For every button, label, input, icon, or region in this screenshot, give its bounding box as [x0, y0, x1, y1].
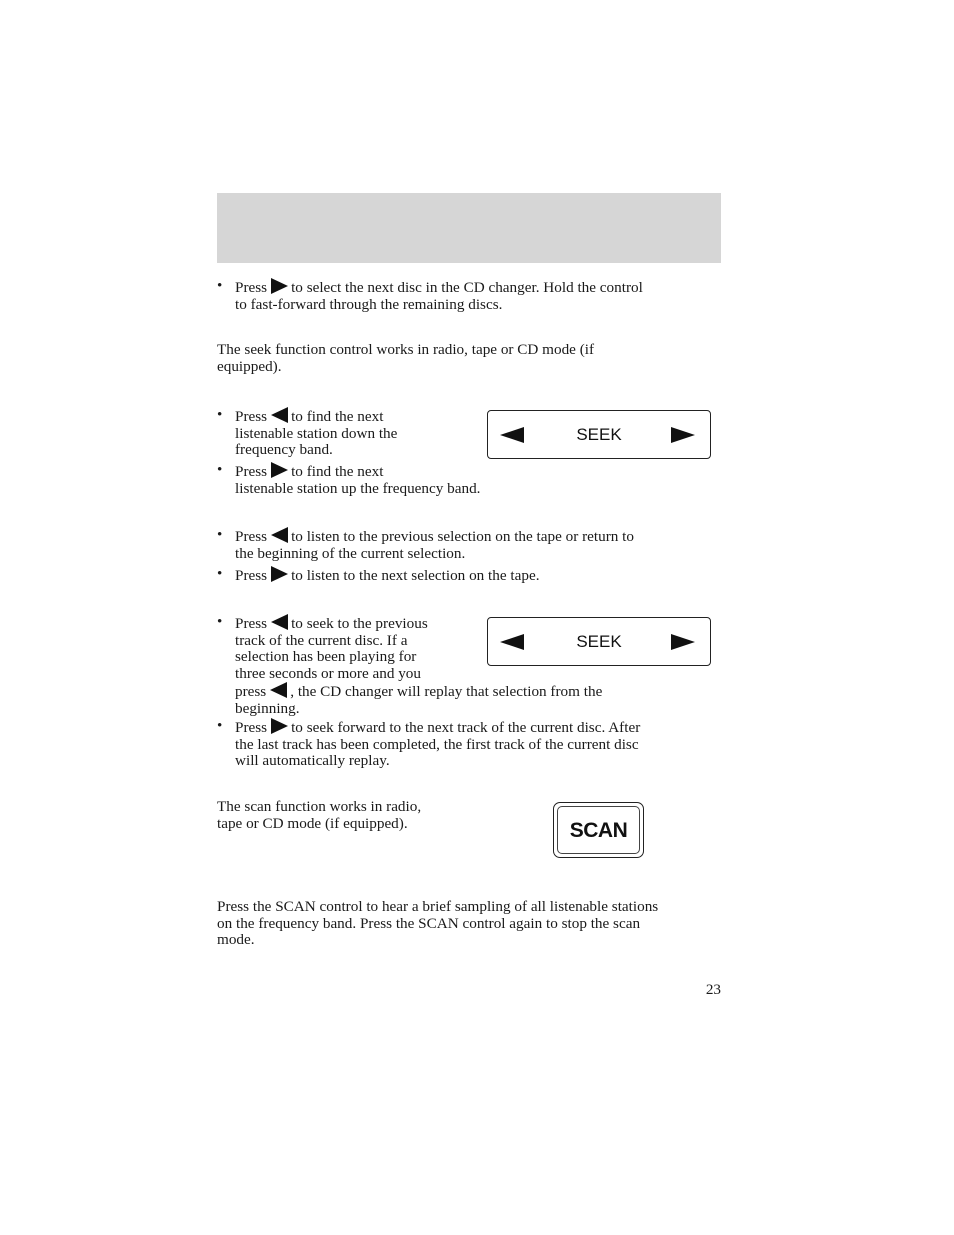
seek-right-arrow-icon: [671, 634, 695, 650]
seek-intro-paragraph: The seek function control works in radio, tape or CD mode (if equipped).: [217, 341, 595, 375]
seek-button-illustration-cd: [487, 617, 711, 666]
scan-label: SCAN: [569, 819, 628, 842]
cd-next-bullet: • Press to seek forward to the next track of the current disc. After the last track has been completed, the first track of the current disc will automatically replay.: [217, 717, 641, 770]
bullet-dot: •: [217, 277, 223, 294]
bullet-dot: •: [217, 526, 223, 543]
scan-description-paragraph: Press the SCAN control to hear a brief sampling of all listenable stations on the frequency band. Press the SCAN control again to stop the scan mode.: [217, 898, 659, 949]
bullet-dot: •: [217, 717, 223, 734]
radio-seek-down-bullet: • Press to find the next listenable station down the frequency band.: [217, 406, 398, 459]
tape-next-bullet: • Press to listen to the next selection on the tape.: [217, 565, 540, 584]
bullet-dot: •: [217, 613, 223, 630]
left-arrow-icon: [271, 614, 288, 630]
left-arrow-icon: [270, 682, 287, 698]
page-number: 23: [705, 981, 721, 998]
tape-prev-bullet: • Press to listen to the previous selection on the tape or return to the beginning of the current selection.: [217, 526, 634, 562]
seek-right-arrow-icon: [671, 427, 695, 443]
scan-button-illustration: [553, 802, 644, 858]
left-arrow-icon: [271, 407, 288, 423]
right-arrow-icon: [271, 462, 288, 478]
disc-next-bullet: • Press to select the next disc in the CD changer. Hold the control to fast-forward through the remaining discs.: [217, 277, 643, 313]
seek-label: SEEK: [576, 425, 622, 444]
radio-seek-up-bullet: • Press to find the next listenable station up the frequency band.: [217, 461, 481, 497]
bullet-dot: •: [217, 461, 223, 478]
left-arrow-icon: [271, 527, 288, 543]
right-arrow-icon: [271, 718, 288, 734]
bullet-dot: •: [217, 406, 223, 423]
section-header-band: [217, 193, 721, 263]
seek-label: SEEK: [576, 632, 622, 651]
right-arrow-icon: [271, 566, 288, 582]
right-arrow-icon: [271, 278, 288, 294]
scan-button-inner: [557, 806, 640, 854]
scan-intro-paragraph: The scan function works in radio, tape or CD mode (if equipped).: [217, 798, 422, 832]
cd-prev-bullet: • Press to seek to the previous track of the current disc. If a selection has been playing for three seconds or more and you press , the CD changer will replay that selection from the beginning.: [217, 613, 603, 717]
seek-button-illustration: [487, 410, 711, 459]
bullet-dot: •: [217, 565, 223, 582]
